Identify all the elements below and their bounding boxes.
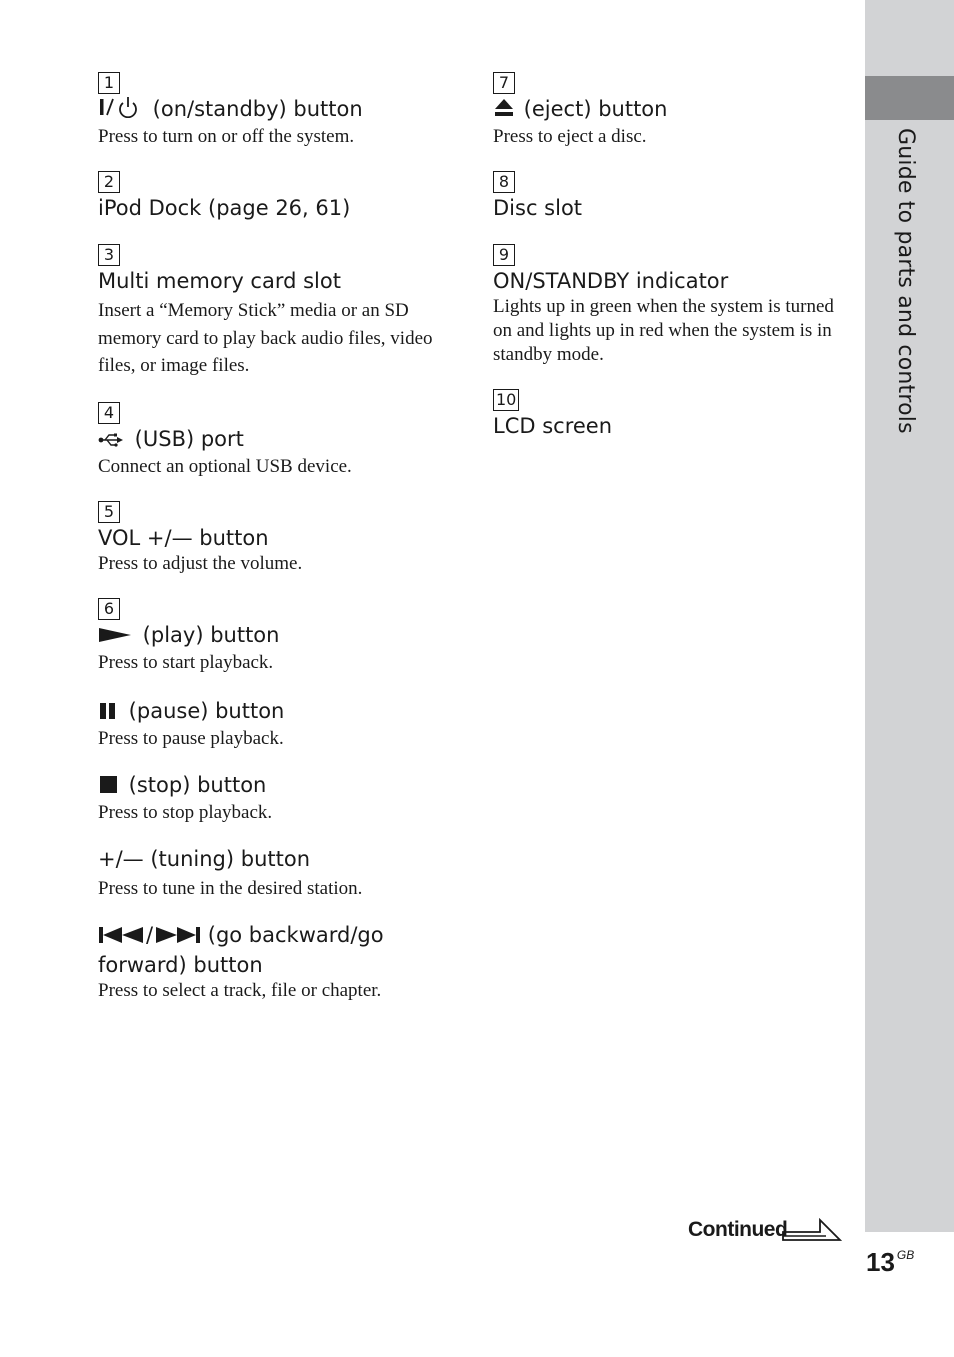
item-number: 8	[493, 171, 515, 193]
list-item	[493, 171, 843, 222]
list-subitem	[98, 771, 458, 825]
item-number: 3	[98, 244, 120, 266]
item-heading	[98, 95, 458, 125]
item-label: (on/standby) button	[146, 97, 363, 121]
continued-label: Continued	[688, 1218, 788, 1241]
skip-backward-icon	[98, 923, 144, 951]
item-heading	[98, 697, 458, 727]
item-number: 5	[98, 501, 120, 523]
page-number	[866, 1247, 914, 1278]
item-heading	[98, 921, 458, 979]
list-item	[493, 389, 843, 440]
eject-icon	[493, 97, 515, 125]
item-description: Press to adjust the volume.	[98, 552, 303, 574]
pause-icon	[98, 699, 118, 727]
list-item	[98, 244, 458, 380]
item-heading: VOL +/— button	[98, 525, 269, 550]
item-description: Press to eject a disc.	[493, 126, 647, 147]
item-heading: LCD screen	[493, 414, 613, 438]
item-description: Connect an optional USB device.	[98, 455, 352, 477]
left-column	[98, 72, 458, 1023]
item-heading: +/— (tuning) button	[98, 846, 310, 871]
item-label: (play) button	[136, 622, 280, 647]
item-description: Press to tune in the desired station.	[98, 877, 363, 899]
sidebar-section-title: Guide to parts and controls	[893, 128, 918, 434]
list-item	[98, 598, 458, 675]
list-subitem	[98, 697, 458, 751]
right-column	[493, 72, 843, 462]
item-number: 2	[98, 171, 120, 193]
item-description: Lights up in green when the system is turned on and lights up in red when the system is in standby mode.	[493, 296, 834, 365]
item-number: 1	[98, 72, 120, 94]
item-heading	[493, 95, 843, 125]
list-item	[98, 171, 458, 222]
list-subitem	[98, 845, 458, 901]
item-description: Press to turn on or off the system.	[98, 126, 355, 147]
item-description: Insert a “Memory Stick” media or an SD memory card to play back audio files, video files, or image files.	[98, 300, 433, 376]
item-description: Press to start playback.	[98, 651, 274, 673]
list-subitem	[98, 921, 458, 1003]
list-item	[98, 501, 458, 576]
skip-forward-icon	[155, 923, 201, 951]
item-heading: iPod Dock (page 26, 61)	[98, 196, 351, 220]
page-number-value: 13	[866, 1247, 895, 1277]
stop-icon	[98, 773, 118, 801]
item-heading: Disc slot	[493, 196, 583, 220]
item-label: (stop) button	[122, 772, 267, 797]
item-heading: ON/STANDBY indicator	[493, 269, 729, 293]
item-description: Press to pause playback.	[98, 727, 284, 749]
usb-icon	[98, 427, 124, 455]
item-label: (pause) button	[122, 698, 285, 723]
item-number: 10	[493, 389, 519, 411]
item-number: 6	[98, 598, 120, 620]
item-number: 9	[493, 244, 515, 266]
page-region-suffix: GB	[896, 1248, 915, 1262]
item-label: (USB) port	[128, 426, 244, 451]
item-label-separator: /	[146, 922, 154, 947]
list-item	[493, 72, 843, 149]
sidebar-section-tab	[865, 76, 954, 120]
item-heading	[98, 425, 458, 455]
item-number: 7	[493, 72, 515, 94]
list-item	[98, 402, 458, 479]
item-label: (eject) button	[517, 97, 668, 121]
list-item	[98, 72, 458, 149]
item-description: Press to select a track, file or chapter.	[98, 979, 382, 1001]
item-description: Press to stop playback.	[98, 801, 273, 823]
item-heading	[98, 621, 458, 651]
play-icon	[98, 623, 132, 651]
continued-arrow-icon	[782, 1218, 842, 1249]
item-heading	[98, 771, 458, 801]
item-number: 4	[98, 402, 120, 424]
item-label: (go backward/go forward) button	[98, 922, 384, 977]
power-standby-icon	[98, 96, 142, 125]
item-heading: Multi memory card slot	[98, 269, 341, 293]
list-item	[493, 244, 843, 367]
